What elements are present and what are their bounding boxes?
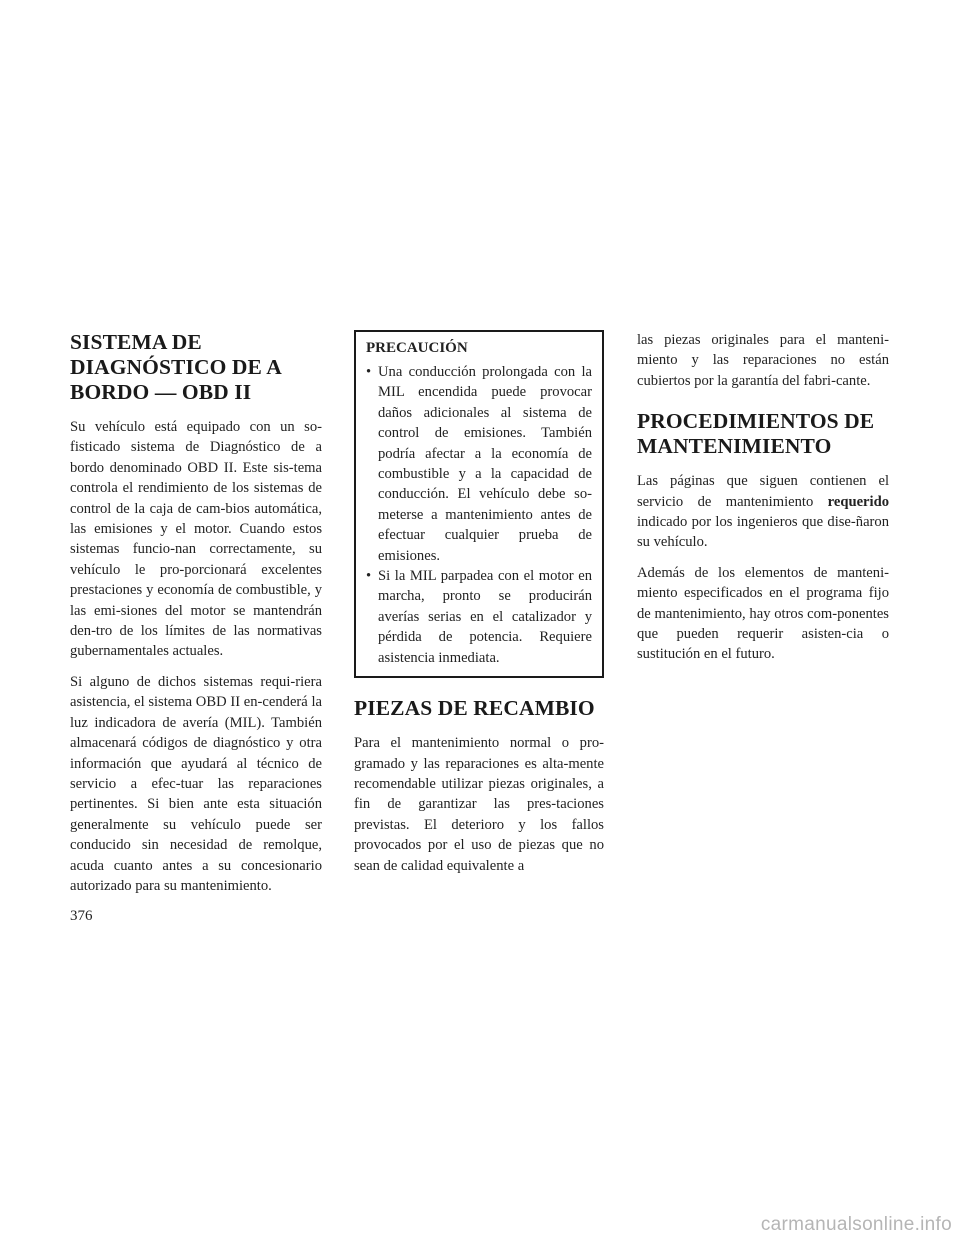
column-right bbox=[637, 330, 889, 675]
caution-item bbox=[366, 566, 592, 668]
caution-box bbox=[354, 330, 604, 678]
column-middle bbox=[354, 330, 604, 886]
bullet-icon: • bbox=[366, 568, 372, 585]
heading-obd-ii: SISTEMA DE DIAGNÓSTICO DE A BORDO — OBD II bbox=[70, 330, 281, 404]
watermark: carmanualsonline.info bbox=[760, 1214, 952, 1235]
emphasis-required: requerido bbox=[827, 493, 889, 510]
bullet-icon: • bbox=[366, 364, 372, 380]
text-segment: Las páginas que siguen contienen el servicio de mantenimiento bbox=[637, 473, 889, 510]
text-segment: indicado por los ingenieros que dise-ñaron su vehículo. bbox=[637, 514, 889, 551]
caution-item-text: Si la MIL parpadea con el motor en marcha, pronto se producirán averías serias en el catalizador y pérdida de potencia. Requiere asistencia inmediata. bbox=[378, 568, 592, 666]
heading-replacement-parts: PIEZAS DE RECAMBIO bbox=[354, 696, 595, 721]
heading-maintenance-procedures: PROCEDIMIENTOS DE MANTENIMIENTO bbox=[637, 409, 875, 459]
paragraph-continuation: las piezas originales para el manteni-miento y las reparaciones no están cubiertos por la garantía del fabri-cante. bbox=[637, 332, 889, 389]
paragraph-obd-mil: Si alguno de dichos sistemas requi-riera asistencia, el sistema OBD II en-cenderá la luz indicadora de avería (MIL). También almacenará códigos de diagnóstico y otra información que ayudará al técnico de servicio a efec-tuar las reparaciones pertinentes. Si bien ante esta situación generalmente su vehículo puede ser conducido sin necesidad de remolque, acuda cuanto antes a su concesionario autorizado para su mantenimiento. bbox=[70, 673, 322, 894]
caution-title: PRECAUCIÓN bbox=[366, 340, 468, 356]
paragraph-obd-intro: Su vehículo está equipado con un so-fisticado sistema de Diagnóstico de a bordo denominado OBD II. Este sis-tema controla el rendimiento de los sistemas de control de la caja de cam-bios automática, las emisiones y el motor. Cuando estos sistemas funcio-nan correctamente, su vehículo le pro-porcionará excelentes prestaciones y economía de combustible, y las emi-siones del motor se mantendrán den-tro de los límites de las normativas gubernamentales actuales. bbox=[70, 419, 322, 660]
caution-item bbox=[366, 362, 592, 566]
page-number: 376 bbox=[70, 908, 93, 924]
column-left bbox=[70, 330, 322, 906]
paragraph-replacement-parts: Para el mantenimiento normal o pro-gramado y las reparaciones es alta-mente recomendable utilizar piezas originales, a fin de garantizar las pres-taciones previstas. El deterioro y los fallos provocados por el uso de piezas que no sean de calidad equivalente a bbox=[354, 735, 604, 874]
paragraph-maintenance-additional: Además de los elementos de manteni-miento especificados en el programa fijo de mantenimiento, hay otros com-ponentes que pueden requerir asisten-cia o sustitución en el futuro. bbox=[637, 564, 889, 663]
paragraph-maintenance-required bbox=[637, 471, 889, 553]
caution-item-text: Una conducción prolongada con la MIL encendida puede provocar daños adicionales al sistema de control de emisiones. También podría afectar a la economía de combustible y a la capacidad de conducción. El vehículo debe so-meterse a mantenimiento antes de efectuar cualquier prueba de emisiones. bbox=[378, 364, 592, 564]
caution-list bbox=[366, 362, 592, 668]
